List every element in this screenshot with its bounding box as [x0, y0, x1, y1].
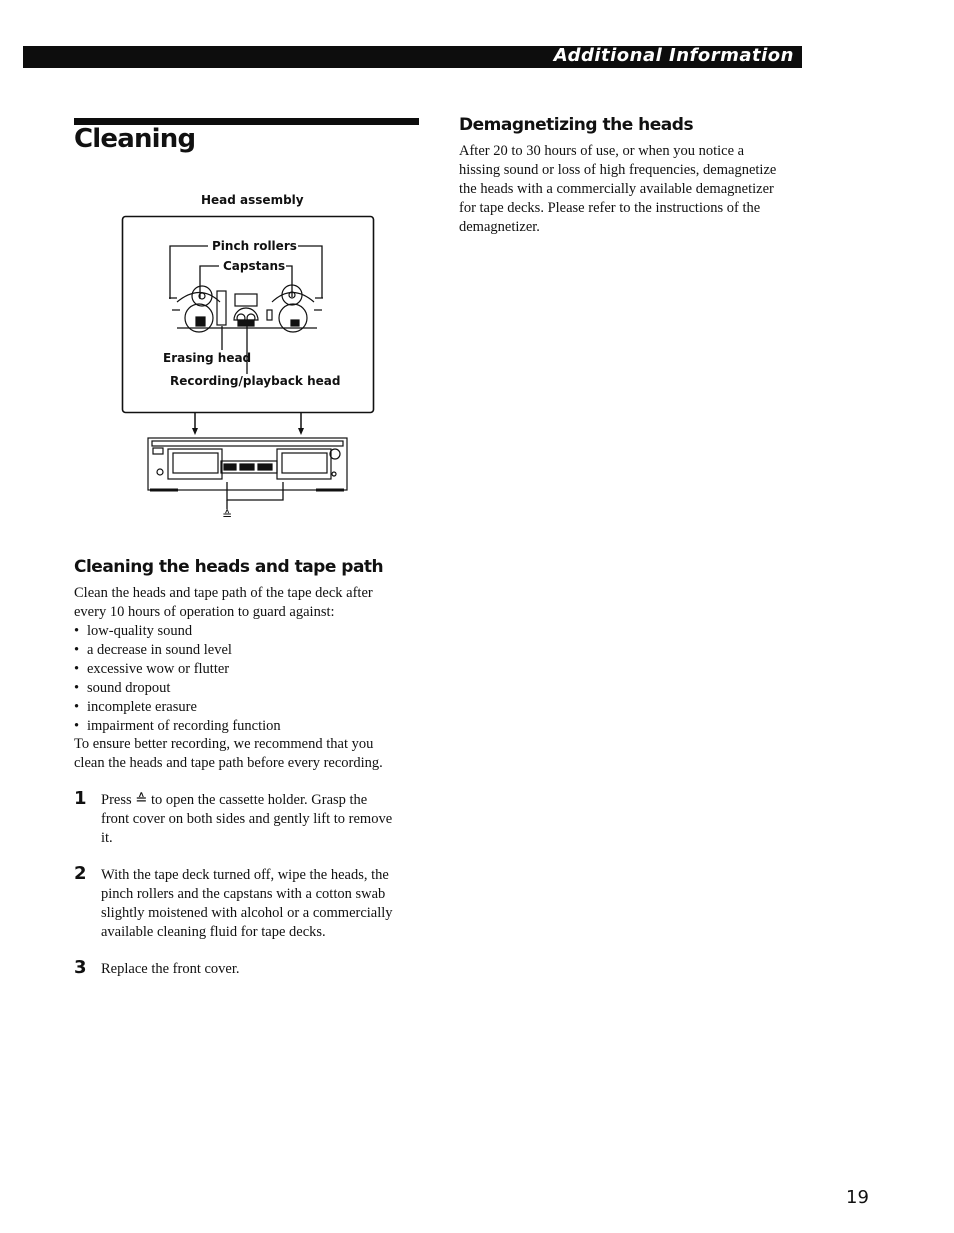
step-line: With the tape deck turned off, wipe the heads, the: [101, 867, 389, 883]
paragraph-line: the heads with a commercially available demagnetizer: [459, 181, 774, 197]
paragraph-line: To ensure better recording, we recommend that you: [74, 736, 374, 752]
list-item: • sound dropout: [74, 679, 281, 698]
paragraph-line: After 20 to 30 hours of use, or when you notice a: [459, 143, 745, 159]
step-number: 3: [74, 957, 87, 978]
section-header-bar: [23, 46, 802, 68]
cleaning-heading: Cleaning the heads and tape path: [74, 557, 384, 577]
demagnetizing-heading: Demagnetizing the heads: [459, 115, 694, 135]
list-item: • impairment of recording function: [74, 717, 281, 736]
paragraph-line: hissing sound or loss of high frequencies, demagnetize: [459, 162, 777, 178]
step-line: pinch rollers and the capstans with a cotton swab: [101, 886, 386, 902]
label-recording-playback-head: Recording/playback head: [170, 374, 341, 388]
label-capstans: Capstans: [223, 259, 286, 273]
step-text: [101, 866, 423, 942]
step-text: [101, 791, 423, 848]
step-number: 2: [74, 863, 87, 884]
cleaning-outro: [74, 735, 419, 773]
step-line: available cleaning fluid for tape decks.: [101, 924, 326, 940]
list-item: • incomplete erasure: [74, 698, 281, 717]
list-item: • low-quality sound: [74, 622, 281, 641]
step-number: 1: [74, 788, 87, 809]
cleaning-intro: [74, 584, 419, 622]
paragraph-line: demagnetizer.: [459, 219, 540, 235]
eject-icon: ≙: [222, 508, 233, 522]
step-line: front cover on both sides and gently lift to remove: [101, 811, 393, 827]
step-line: Press ≙ to open the cassette holder. Grasp the: [101, 792, 368, 808]
page-number: 19: [846, 1187, 869, 1208]
step-text: [101, 960, 423, 979]
section-header-text: Additional Information: [553, 45, 794, 66]
step-line: Replace the front cover.: [101, 961, 240, 977]
label-pinch-rollers: Pinch rollers: [212, 239, 297, 253]
label-erasing-head: Erasing head: [163, 351, 252, 365]
problem-list: [74, 622, 281, 736]
step-line: it.: [101, 830, 113, 846]
paragraph-line: every 10 hours of operation to guard against:: [74, 604, 335, 620]
paragraph-line: Clean the heads and tape path of the tape deck after: [74, 585, 373, 601]
demagnetizing-text: [459, 142, 804, 237]
list-item: • excessive wow or flutter: [74, 660, 281, 679]
label-head-assembly: Head assembly: [201, 193, 304, 207]
head-assembly-diagram: [120, 190, 380, 530]
paragraph-line: clean the heads and tape path before every recording.: [74, 755, 383, 771]
list-item: • a decrease in sound level: [74, 641, 281, 660]
step-line: slightly moistened with alcohol or a commercially: [101, 905, 393, 921]
page-title: Cleaning: [74, 124, 196, 154]
paragraph-line: for tape decks. Please refer to the instructions of the: [459, 200, 761, 216]
